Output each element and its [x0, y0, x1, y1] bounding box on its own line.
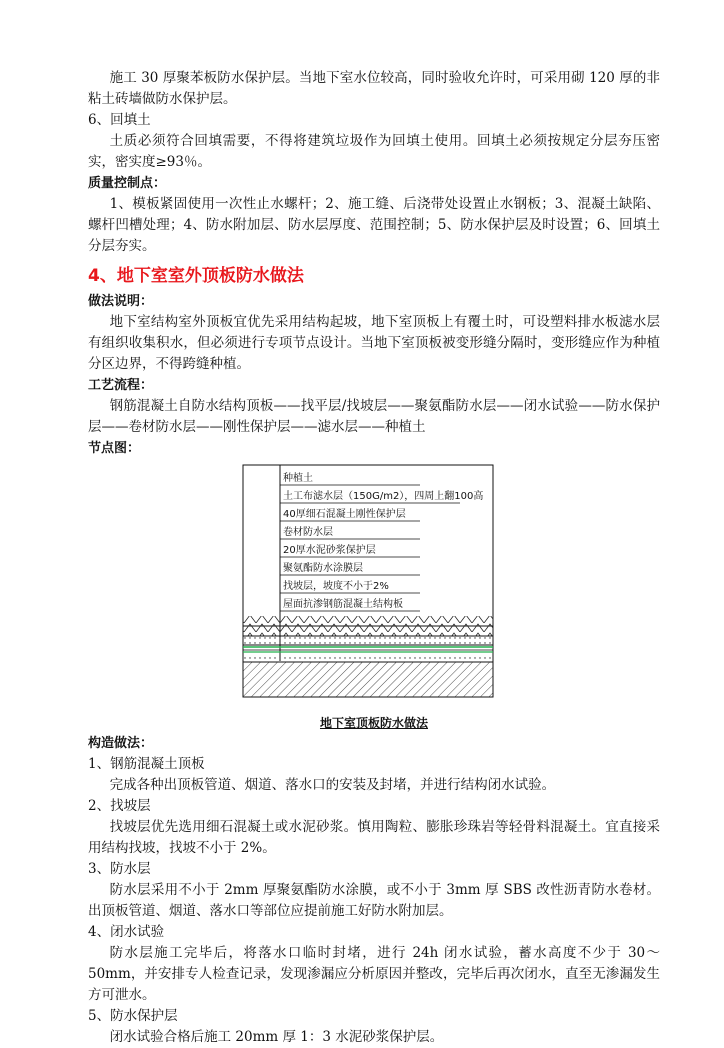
paragraph: 防水层施工完毕后，将落水口临时封堵，进行 24h 闭水试验，蓄水高度不少于 30～50mm，并安排专人检查记录，发现渗漏应分析原因并整改，完毕后再次闭水，直至无渗漏发生方可泄水。 [88, 945, 660, 1003]
paragraph: 土质必须符合回填需要，不得将建筑垃圾作为回填土使用。回填土必须按规定分层夯压密实，密实度≥93％。 [88, 133, 660, 170]
subheading: 节点图： [88, 441, 141, 456]
text-section-bottom [88, 733, 660, 1048]
paragraph: 3、防水层 [88, 861, 151, 877]
layer-label: 40厚细石混凝土刚性保护层 [283, 509, 406, 520]
paragraph: 1、钢筋混凝土顶板 [88, 756, 205, 772]
text-section-top [88, 68, 660, 257]
layer-label: 种植土 [283, 473, 313, 484]
layer-label: 找坡层，坡度不小于2% [283, 581, 389, 592]
subheading: 构造做法： [88, 736, 154, 751]
layer-label: 卷材防水层 [283, 527, 333, 538]
slope-layer [243, 654, 493, 662]
paragraph: 闭水试验合格后施工 20mm 厚 1：3 水泥砂浆保护层。 [109, 1029, 444, 1045]
node-diagram [88, 461, 660, 711]
layer-label: 聚氨酯防水涂膜层 [283, 563, 363, 574]
paragraph: 5、防水保护层 [88, 1008, 178, 1024]
structural-slab [243, 662, 493, 697]
paragraph: 地下室结构室外顶板宜优先采用结构起坡，地下室顶板上有覆土时，可设塑料排水板滤水层有组织收集积水，但必须进行专项节点设计。当地下室顶板被变形缝分隔时，变形缝应作为种植分区边界，不得跨缝种植。 [88, 314, 660, 372]
paragraph: 2、找坡层 [88, 798, 151, 814]
layer-label: 屋面抗渗钢筋混凝土结构板 [283, 599, 403, 610]
section-title: 4、地下室室外顶板防水做法 [88, 266, 304, 286]
paragraph: 防水层采用不小于 2mm 厚聚氨酯防水涂膜，或不小于 3mm 厚 SBS 改性沥青防水卷材。出顶板管道、烟道、落水口等部位应提前施工好防水附加层。 [88, 882, 660, 919]
document-page [88, 68, 660, 1048]
paragraph: 1、模板紧固使用一次性止水螺杆；2、施工缝、后浇带处设置止水钢板；3、混凝土缺陷、螺杆凹槽处理；4、防水附加层、防水层厚度、范围控制；5、防水保护层及时设置；6、回填土分层夯实。 [88, 196, 660, 254]
paragraph: 钢筋混凝土自防水结构顶板——找平层/找坡层——聚氨酯防水层——闭水试验——防水保护层——卷材防水层——刚性保护层——滤水层——种植土 [88, 398, 660, 435]
text-section-middle [88, 291, 660, 459]
layer-label: 20厚水泥砂浆保护层 [283, 545, 376, 556]
paragraph: 找坡层优先选用细石混凝土或水泥砂浆。慎用陶粒、膨胀珍珠岩等轻骨料混凝土。宜直接采用结构找坡，找坡不小于 2%。 [88, 819, 660, 856]
planting-soil-layer [243, 616, 493, 626]
filter-layer [243, 626, 493, 636]
paragraph: 4、闭水试验 [88, 924, 165, 940]
subheading: 质量控制点： [88, 176, 167, 191]
figure-caption: 地下室顶板防水做法 [319, 716, 428, 730]
node-diagram-svg [88, 461, 660, 711]
subheading: 工艺流程： [88, 378, 154, 393]
layer-label: 土工布滤水层（150G/m2），四周上翻100高 [283, 491, 484, 502]
paragraph: 完成各种出顶板管道、烟道、落水口的安装及封堵，并进行结构闭水试验。 [109, 777, 556, 793]
rigid-protection-layer [243, 636, 493, 645]
paragraph: 6、回填土 [88, 112, 151, 128]
subheading: 做法说明： [88, 294, 154, 309]
paragraph: 施工 30 厚聚苯板防水保护层。当地下室水位较高，同时验收允许时，可采用砌 120 厚的非粘土砖墙做防水保护层。 [88, 70, 660, 107]
layer-labels [280, 471, 483, 611]
